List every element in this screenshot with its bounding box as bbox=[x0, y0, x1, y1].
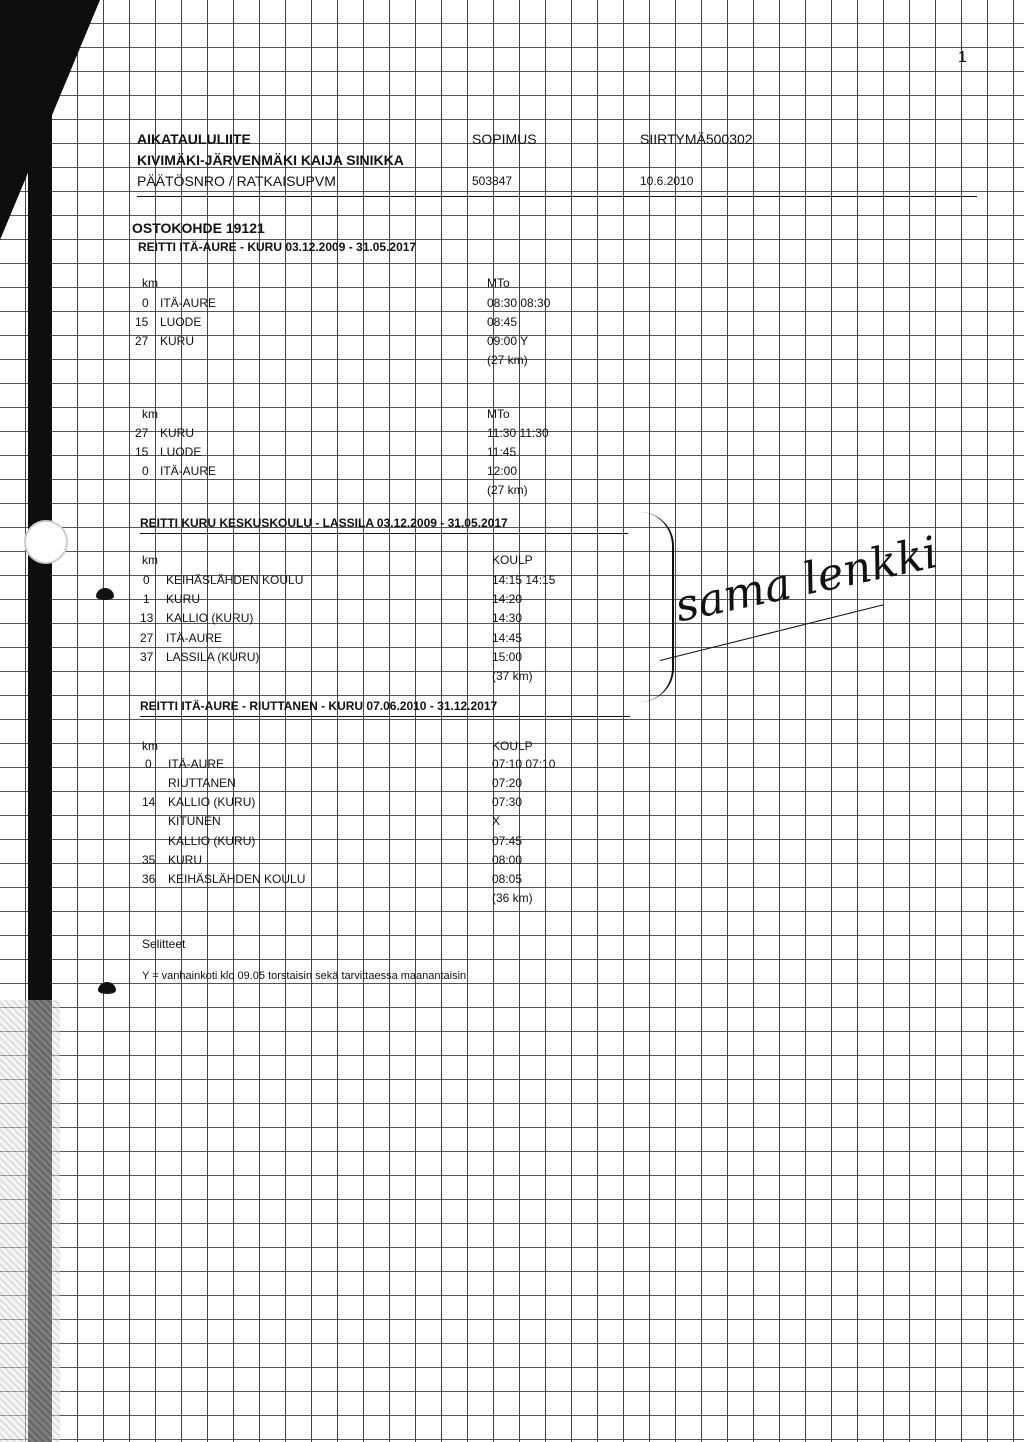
block2-row-place: LUODE bbox=[160, 445, 202, 459]
decision-number: 503847 bbox=[472, 174, 513, 188]
scan-mark bbox=[98, 982, 116, 994]
doc-type: AIKATAULULIITE bbox=[137, 131, 251, 147]
route-3-rule bbox=[140, 716, 630, 717]
block3-row-km: 27 bbox=[140, 631, 154, 645]
decision-label: PÄÄTÖSNRO / RATKAISUPVM bbox=[137, 173, 336, 189]
block4-row-time: 07:30 bbox=[492, 795, 523, 809]
contract-id: SIIRTYMÄ500302 bbox=[640, 131, 753, 147]
block1-total: (27 km) bbox=[487, 353, 528, 367]
block3-row-km: 37 bbox=[140, 650, 154, 664]
route-1-title: REITTI ITÄ-AURE - KURU 03.12.2009 - 31.05.2017 bbox=[138, 240, 417, 254]
block4-row-place: KURU bbox=[168, 853, 203, 867]
block3-km-header: km bbox=[142, 553, 158, 567]
block2-total: (27 km) bbox=[487, 483, 528, 497]
route-2-rule bbox=[140, 533, 628, 534]
block4-row-place: RIUTTANEN bbox=[168, 776, 236, 790]
block4-row-km: 0 bbox=[145, 757, 152, 771]
block3-row-place: KEIHÄSLÄHDEN KOULU bbox=[166, 573, 304, 587]
block3-row-place: KALLIO (KURU) bbox=[166, 611, 254, 625]
block3-total: (37 km) bbox=[492, 669, 533, 683]
block4-row-km: 14 bbox=[142, 795, 156, 809]
scan-noise bbox=[0, 1000, 60, 1442]
block3-row-time: 14:30 bbox=[492, 611, 523, 625]
handwritten-brace bbox=[640, 512, 674, 702]
block3-row-time: 14:45 bbox=[492, 631, 523, 645]
block2-row-place: KURU bbox=[160, 426, 195, 440]
block3-row-km: 13 bbox=[140, 611, 154, 625]
block4-row-place: KITUNEN bbox=[168, 814, 221, 828]
block3-row-time: 15:00 bbox=[492, 650, 523, 664]
block2-row-km: 15 bbox=[135, 445, 149, 459]
block1-row-km: 15 bbox=[135, 315, 149, 329]
block4-row-km: 36 bbox=[142, 872, 156, 886]
block1-row-km: 27 bbox=[135, 334, 149, 348]
block4-row-place: KALLIO (KURU) bbox=[168, 834, 256, 848]
block1-row-time: 09:00 Y bbox=[487, 334, 529, 348]
legend-title: Selitteet bbox=[142, 937, 186, 951]
block4-row-time: 07:10 07:10 bbox=[492, 757, 556, 771]
block3-row-place: KURU bbox=[166, 592, 201, 606]
decision-date: 10.6.2010 bbox=[640, 174, 694, 188]
block4-code-header: KOULP bbox=[492, 739, 533, 753]
company-name: KIVIMÄKI-JÄRVENMÄKI KAIJA SINIKKA bbox=[137, 152, 404, 168]
block3-code-header: KOULP bbox=[492, 553, 533, 567]
block3-row-km: 0 bbox=[143, 573, 150, 587]
block4-row-time: 08:00 bbox=[492, 853, 523, 867]
block1-code-header: MTo bbox=[487, 276, 510, 290]
block4-row-time: 07:20 bbox=[492, 776, 523, 790]
block2-row-time: 11:45 bbox=[487, 445, 517, 459]
block3-row-place: ITÄ-AURE bbox=[166, 631, 223, 645]
page-number: 1 bbox=[958, 49, 967, 66]
punch-hole bbox=[24, 520, 68, 564]
block1-row-time: 08:30 08:30 bbox=[487, 296, 551, 310]
block2-row-time: 12:00 bbox=[487, 464, 518, 478]
route-3-title: REITTI ITÄ-AURE - RIUTTANEN - KURU 07.06.2010 - 31.12.2017 bbox=[140, 699, 498, 713]
block1-row-place: LUODE bbox=[160, 315, 202, 329]
block4-total: (36 km) bbox=[492, 891, 533, 905]
ostokohde: OSTOKOHDE 19121 bbox=[132, 220, 265, 236]
block3-row-time: 14:20 bbox=[492, 592, 523, 606]
block1-row-place: KURU bbox=[160, 334, 195, 348]
block2-row-km: 0 bbox=[142, 464, 149, 478]
block4-row-place: ITÄ-AURE bbox=[168, 757, 225, 771]
header-rule bbox=[137, 196, 977, 197]
block4-row-time: X bbox=[492, 814, 501, 828]
scan-mark bbox=[96, 588, 114, 600]
binding-strip-top bbox=[0, 0, 100, 240]
route-2-title: REITTI KURU KESKUSKOULU - LASSILA 03.12.2009 - 31.05.2017 bbox=[140, 516, 508, 530]
contract-label: SOPIMUS bbox=[472, 131, 537, 147]
block2-row-time: 11:30 11:30 bbox=[487, 426, 549, 440]
block4-row-km: 35 bbox=[142, 853, 156, 867]
block4-km-header: km bbox=[142, 739, 158, 753]
block4-row-place: KEIHÄSLÄHDEN KOULU bbox=[168, 872, 306, 886]
block4-row-time: 07:45 bbox=[492, 834, 523, 848]
block1-row-time: 08:45 bbox=[487, 315, 518, 329]
block4-row-place: KALLIO (KURU) bbox=[168, 795, 256, 809]
block3-row-km: 1 bbox=[143, 592, 150, 606]
block3-row-time: 14:15 14:15 bbox=[492, 573, 556, 587]
block1-row-km: 0 bbox=[142, 296, 149, 310]
block3-row-place: LASSILA (KURU) bbox=[166, 650, 260, 664]
block2-km-header: km bbox=[142, 407, 158, 421]
legend-text: Y = vanhainkoti klo 09.05 torstaisin sekä tarvittaessa maanantaisin bbox=[142, 970, 467, 982]
block2-row-km: 27 bbox=[135, 426, 149, 440]
handwritten-note: sama lenkki bbox=[670, 527, 943, 633]
block1-km-header: km bbox=[142, 276, 158, 290]
block4-row-time: 08:05 bbox=[492, 872, 523, 886]
block1-row-place: ITÄ-AURE bbox=[160, 296, 217, 310]
block2-code-header: MTo bbox=[487, 407, 510, 421]
block2-row-place: ITÄ-AURE bbox=[160, 464, 217, 478]
